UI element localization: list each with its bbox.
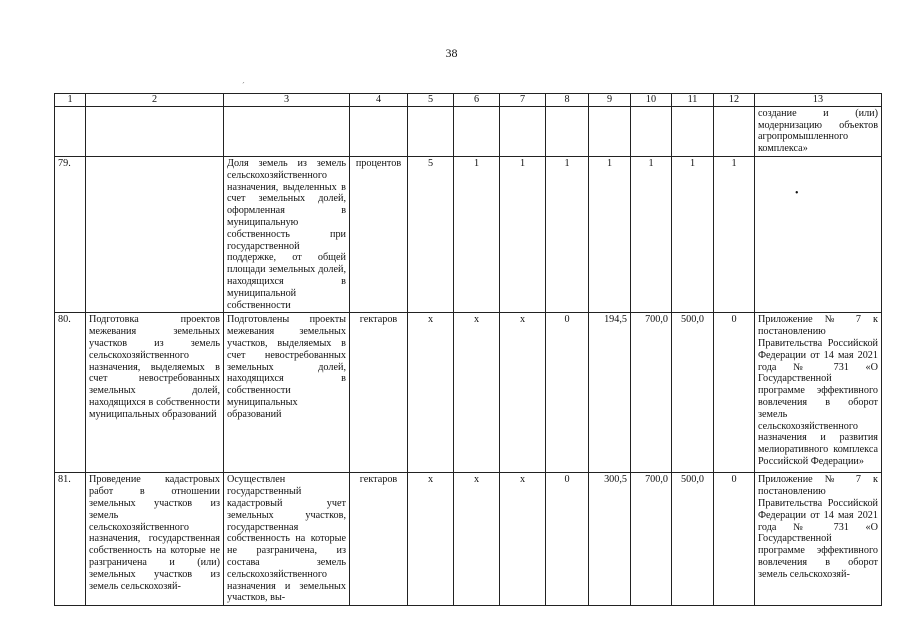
cell-indicator: Осуществлен государственный кадастровый учет земельных участков, государственная собственность на которые не разграничена, из состава земель сельскохозяйственного назначения и земельных участков, вы- bbox=[224, 473, 350, 606]
cell-indicator: Доля земель из земель сельскохозяйственного назначения, выделенных в счет земельных долей, оформленная в муниципальную собственность при государственной поддержке, от общей площади земельных долей, находящихся в муниципальной собственности bbox=[224, 156, 350, 312]
cell-value: 300,5 bbox=[589, 473, 631, 606]
cell-value: х bbox=[454, 473, 500, 606]
col-header: 1 bbox=[55, 94, 86, 107]
cell-unit: процентов bbox=[350, 156, 408, 312]
col-header: 12 bbox=[714, 94, 755, 107]
cell-value: х bbox=[500, 313, 546, 473]
cell-value: 5 bbox=[408, 156, 454, 312]
indicators-table bbox=[54, 93, 882, 606]
cell-source: Приложение № 7 к постановлению Правительства Российской Федерации от 14 мая 2021 года № 731 «О Государственной программе эффективного вовлечения в оборот земель сельскохозяйственного назначения и развития мелиоративного комплекса Российской Федерации» bbox=[755, 313, 882, 473]
header-row bbox=[55, 94, 882, 107]
scan-dot: • bbox=[795, 188, 799, 199]
cell-value: 1 bbox=[500, 156, 546, 312]
cell-value: 700,0 bbox=[631, 313, 672, 473]
col-header: 11 bbox=[672, 94, 714, 107]
cell-unit: гектаров bbox=[350, 473, 408, 606]
table-row-80 bbox=[55, 313, 882, 473]
cell-value: 0 bbox=[546, 473, 589, 606]
cell-indicator: Подготовлены проекты межевания земельных участков, выделяемых в счет невостребованных земельных долей, находящихся в собственности муниципальных образований bbox=[224, 313, 350, 473]
cell-value: х bbox=[408, 473, 454, 606]
col-header: 9 bbox=[589, 94, 631, 107]
col-header: 4 bbox=[350, 94, 408, 107]
page-number: 38 bbox=[445, 46, 458, 60]
col-header: 5 bbox=[408, 94, 454, 107]
cell-source: Приложение № 7 к постановлению Правительства Российской Федерации от 14 мая 2021 года № 731 «О Государственной программе эффективного вовлечения в оборот земель сельскохозяй- bbox=[755, 473, 882, 606]
cell-value: 1 bbox=[631, 156, 672, 312]
cell-value: 700,0 bbox=[631, 473, 672, 606]
cell-value: х bbox=[454, 313, 500, 473]
cell-value: 194,5 bbox=[589, 313, 631, 473]
col-header: 2 bbox=[86, 94, 224, 107]
cell-value: 1 bbox=[546, 156, 589, 312]
col-header: 3 bbox=[224, 94, 350, 107]
continuation-row bbox=[55, 106, 882, 156]
cell-source: создание и (или) модернизацию объектов агропромышленного комплекса» bbox=[755, 106, 882, 156]
cell-value: х bbox=[500, 473, 546, 606]
cell-value: 500,0 bbox=[672, 313, 714, 473]
cell-number: 79. bbox=[55, 156, 86, 312]
cell-number: 80. bbox=[55, 313, 86, 473]
col-header: 10 bbox=[631, 94, 672, 107]
cell-value: 0 bbox=[714, 313, 755, 473]
col-header: 6 bbox=[454, 94, 500, 107]
cell-unit: гектаров bbox=[350, 313, 408, 473]
table-row-79 bbox=[55, 156, 882, 312]
cell-value: х bbox=[408, 313, 454, 473]
cell-number: 81. bbox=[55, 473, 86, 606]
col-header: 8 bbox=[546, 94, 589, 107]
table-row-81 bbox=[55, 473, 882, 606]
cell-source bbox=[755, 156, 882, 312]
col-header: 7 bbox=[500, 94, 546, 107]
cell-value: 1 bbox=[454, 156, 500, 312]
cell-event: Проведение кадастровых работ в отношении земельных участков из земель сельскохозяйственного назначения, государственная собственность на которые не разграничена и (или) земельных участков из земель сельскохозяй- bbox=[86, 473, 224, 606]
cell-value: 1 bbox=[589, 156, 631, 312]
scan-mark: ˊ bbox=[242, 81, 245, 90]
cell-value: 1 bbox=[714, 156, 755, 312]
cell-value: 500,0 bbox=[672, 473, 714, 606]
cell-event bbox=[86, 156, 224, 312]
cell-value: 0 bbox=[546, 313, 589, 473]
col-header: 13 bbox=[755, 94, 882, 107]
cell-value: 0 bbox=[714, 473, 755, 606]
cell-value: 1 bbox=[672, 156, 714, 312]
cell-event: Подготовка проектов межевания земельных участков из земель сельскохозяйственного назначения, выделяемых в счет невостребованных земельных долей, находящихся в собственности муниципальных образований bbox=[86, 313, 224, 473]
